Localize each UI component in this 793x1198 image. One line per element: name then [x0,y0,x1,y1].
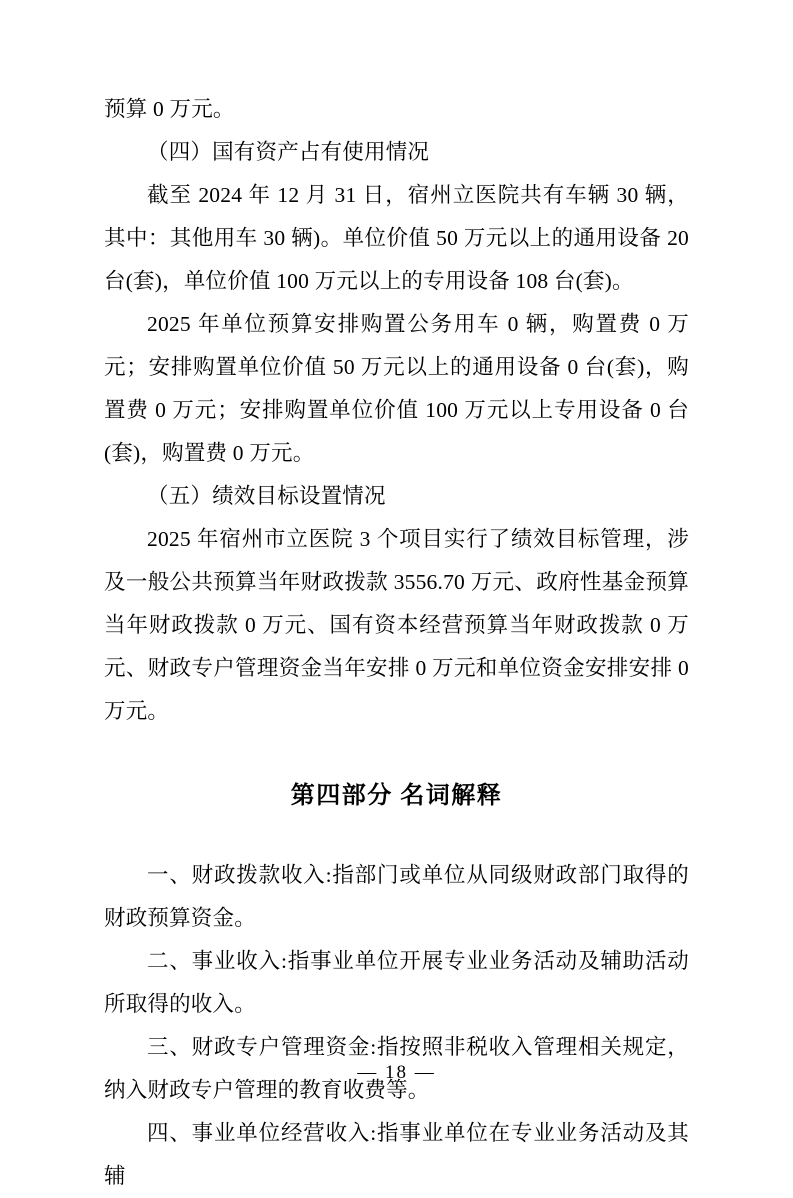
glossary-item-1: 一、财政拨款收入:指部门或单位从同级财政部门取得的财政预算资金。 [104,863,689,930]
spacer-before-part-title [104,733,689,775]
part-title: 第四部分 名词解释 [290,783,503,809]
paragraph-assets-vehicles: 截至 2024 年 12 月 31 日，宿州立医院共有车辆 30 辆，其中：其他用车 30 辆)。单位价值 50 万元以上的通用设备 20 台(套)，单位价值 100 万元以上的专用设备 108 台(套)。 [104,183,689,293]
page-footer [0,1062,793,1084]
heading-section-five: （五）绩效目标设置情况 [147,484,386,508]
glossary-item-3: 三、财政专户管理资金:指按照非税收入管理相关规定，纳入财政专户管理的教育收费等。 [104,1035,689,1102]
heading-section-four: （四）国有资产占有使用情况 [147,140,430,164]
spacer-after-part-title [104,818,689,854]
glossary-item-2: 二、事业收入:指事业单位开展专业业务活动及辅助活动所取得的收入。 [104,949,689,1016]
paragraph-budget-zero: 预算 0 万元。 [104,97,235,121]
page-number: — 18 — [357,1062,436,1083]
paragraph-performance-targets: 2025 年宿州市立医院 3 个项目实行了绩效目标管理，涉及一般公共预算当年财政拨款 3556.70 万元、政府性基金预算当年财政拨款 0 万元、国有资本经营预算当年财政拨款 0 万元、财政专户管理资金当年安排 0 万元和单位资金安排安排 0 万元。 [104,527,689,723]
glossary-item-4: 四、事业单位经营收入:指事业单位在专业业务活动及其辅 [104,1121,689,1188]
paragraph-assets-purchase: 2025 年单位预算安排购置公务用车 0 辆，购置费 0 万元；安排购置单位价值 50 万元以上的通用设备 0 台(套)，购置费 0 万元；安排购置单位价值 100 万元以上专用设备 0 台(套)，购置费 0 万元。 [104,312,689,465]
